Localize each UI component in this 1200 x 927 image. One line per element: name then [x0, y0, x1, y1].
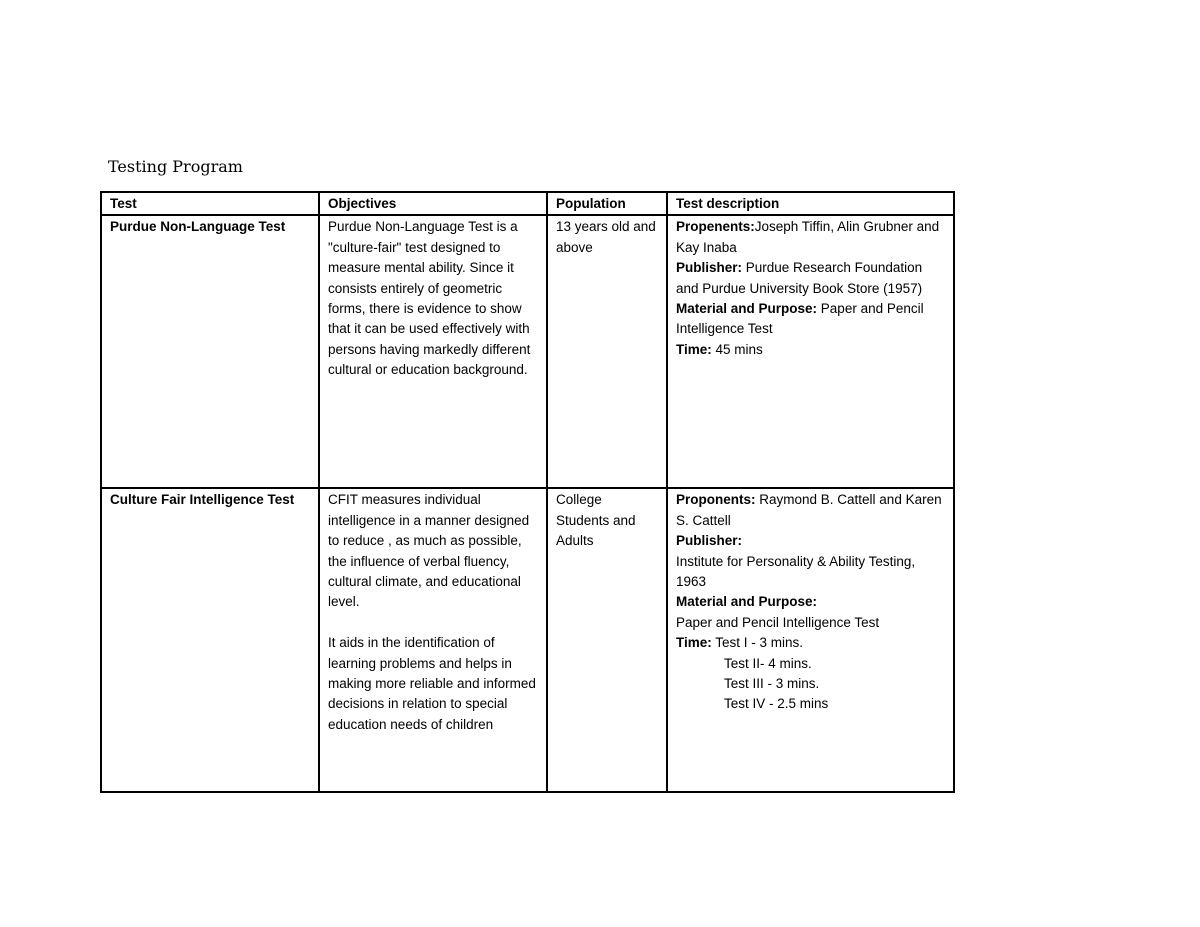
material-label: Material and Purpose: [676, 301, 818, 317]
material-value: Paper and Pencil Intelligence Test [676, 301, 924, 337]
header-description: Test description [667, 192, 954, 215]
cell-test-name [101, 215, 319, 488]
time-line [676, 633, 945, 653]
cell-objectives [319, 488, 547, 792]
time-label: Time: [676, 635, 712, 651]
test-name: Purdue Non-Language Test [110, 219, 286, 235]
publisher-line [676, 258, 945, 299]
cell-objectives: Purdue Non-Language Test is a "culture-fair" test designed to measure mental ability. Since it consists entirely of geometric forms, there is evidence to show that it can be used effectively with persons having markedly different cultural or education background. [319, 215, 547, 488]
cell-test-name [101, 488, 319, 792]
proponents-line [676, 492, 942, 527]
table-header-row [101, 192, 954, 215]
time-label: Time: [676, 341, 712, 357]
time-value-3: Test III - 3 mins. [724, 676, 820, 692]
proponents-label: Propenents: [676, 219, 755, 235]
publisher-label: Publisher: [676, 260, 743, 276]
paragraph-gap [328, 613, 538, 633]
header-test: Test [101, 192, 319, 215]
cell-description [667, 215, 954, 488]
test-name: Culture Fair Intelligence Test [110, 492, 295, 508]
publisher-value: Institute for Personality & Ability Testing, 1963 [676, 553, 916, 590]
proponents-label: Proponents: [676, 492, 756, 508]
header-population: Population [547, 192, 667, 215]
publisher-label: Publisher: [676, 533, 743, 549]
material-line [676, 299, 945, 340]
publisher-value: Purdue Research Foundation and Purdue University Book Store (1957) [676, 260, 923, 296]
testing-program-table [100, 191, 955, 793]
objectives-paragraph-1: CFIT measures individual intelligence in a manner designed to reduce , as much as possible, the influence of verbal fluency, cultural climate, and educational level. [328, 492, 530, 610]
proponents-line [676, 219, 939, 254]
cell-description [667, 488, 954, 792]
time-value-1: Test I - 3 mins. [711, 635, 804, 651]
time-value-2: Test II- 4 mins. [724, 655, 812, 671]
objectives-paragraph-2: It aids in the identification of learning problems and helps in making more reliable and informed decisions in relation to special education needs of children [328, 635, 536, 732]
material-value: Paper and Pencil Intelligence Test [676, 614, 880, 630]
table-row [101, 215, 954, 488]
time-value: 45 mins [711, 341, 763, 357]
table-row [101, 488, 954, 792]
page-title: Testing Program [108, 157, 243, 176]
header-objectives: Objectives [319, 192, 547, 215]
cell-population: College Students and Adults [547, 488, 667, 792]
proponents-value: Raymond B. Cattell and Karen S. Cattell [676, 492, 942, 528]
material-label: Material and Purpose: [676, 594, 818, 610]
time-value-4: Test IV - 2.5 mins [724, 696, 829, 712]
cell-population: 13 years old and above [547, 215, 667, 488]
proponents-value: Joseph Tiffin, Alin Grubner and Kay Inaba [676, 219, 940, 255]
time-line [676, 340, 945, 360]
